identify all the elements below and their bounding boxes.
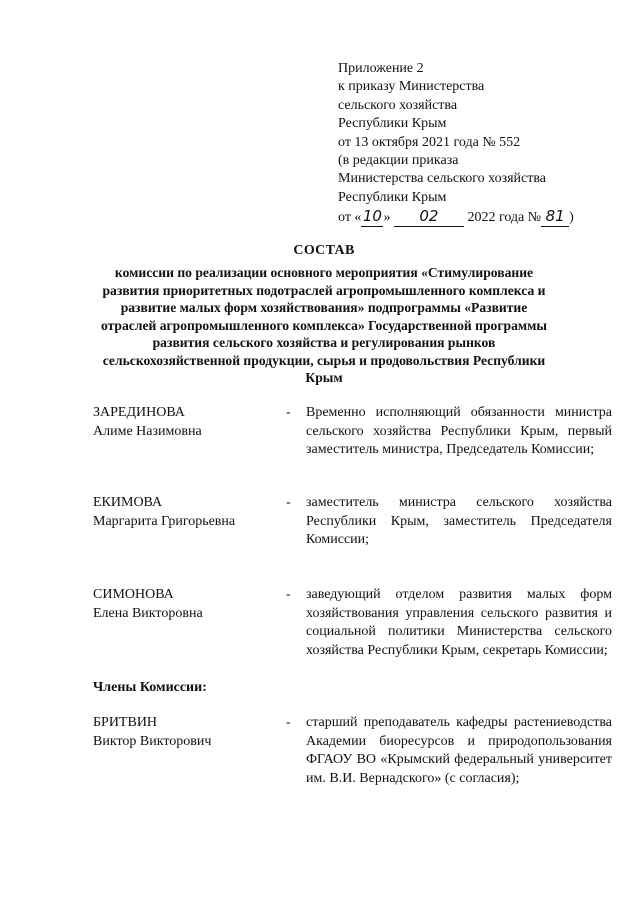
members-section-heading: Члены Комиссии: bbox=[93, 680, 207, 695]
subtitle-line: развития сельского хозяйства и регулирования рынков bbox=[152, 335, 496, 350]
handwritten-month: 02 bbox=[394, 207, 464, 226]
header-line: к приказу Министерства bbox=[338, 79, 485, 95]
header-line: (в редакции приказа bbox=[338, 153, 459, 169]
member-name bbox=[93, 494, 283, 531]
date-prefix: от « bbox=[338, 210, 362, 226]
handwritten-day: 10 bbox=[362, 207, 382, 226]
header-line: сельского хозяйства bbox=[338, 97, 458, 113]
member-dash: - bbox=[286, 405, 291, 420]
header-line: от 13 октября 2021 года № 552 bbox=[338, 134, 521, 150]
member-dash: - bbox=[286, 587, 291, 602]
handwritten-order-number: 81 bbox=[541, 207, 569, 226]
header-line: Министерства сельского хозяйства bbox=[338, 171, 547, 187]
header-line: Республики Крым bbox=[338, 189, 447, 205]
subtitle-line: развитие малых форм хозяйствования» подпрограммы «Развитие bbox=[120, 300, 528, 315]
member-position: старший преподаватель кафедры растениеводства Академии биоресурсов и природопользования ФГАОУ ВО «Крымский федеральный университет им. В.И. Вернадского» (с согласия); bbox=[306, 715, 612, 786]
member-surname: БРИТВИН bbox=[93, 715, 158, 730]
document-subtitle bbox=[88, 264, 560, 387]
member-given-name: Елена Викторовна bbox=[93, 605, 203, 621]
subtitle-line: сельскохозяйственной продукции, сырья и продовольствия Республики bbox=[102, 352, 546, 368]
header-line: Приложение 2 bbox=[338, 61, 424, 76]
close-paren: ) bbox=[569, 210, 574, 226]
member-surname: ЗАРЕДИНОВА bbox=[93, 405, 185, 420]
subtitle-line: Крым bbox=[305, 370, 343, 385]
subtitle-line: отраслей агропромышленного комплекса» Государственной программы bbox=[100, 317, 548, 333]
member-dash: - bbox=[286, 495, 291, 510]
date-year: 2022 года № bbox=[467, 210, 542, 226]
member-name bbox=[93, 714, 283, 751]
member-position: заместитель министра сельского хозяйства Республики Крым, заместитель Председателя Комиссии; bbox=[306, 495, 612, 548]
date-day-close: » bbox=[383, 210, 391, 226]
header-line: Республики Крым bbox=[338, 116, 447, 132]
order-date-line bbox=[338, 207, 618, 227]
member-name bbox=[93, 586, 283, 623]
member-surname: ЕКИМОВА bbox=[93, 495, 163, 510]
member-dash: - bbox=[286, 715, 291, 730]
member-position: Временно исполняющий обязанности министра сельского хозяйства Республики Крым, первый заместитель министра, Председатель Комиссии; bbox=[306, 405, 612, 458]
document-title: СОСТАВ bbox=[293, 243, 355, 258]
subtitle-line: комиссии по реализации основного мероприятия «Стимулирование bbox=[114, 265, 534, 280]
member-name bbox=[93, 404, 283, 441]
member-position: заведующий отделом развития малых форм хозяйствования управления сельского развития и социальной политики Министерства сельского хозяйства Республики Крым, секретарь Комиссии; bbox=[306, 587, 612, 658]
member-surname: СИМОНОВА bbox=[93, 587, 174, 602]
subtitle-line: развития приоритетных подотраслей агропромышленного комплекса и bbox=[102, 282, 546, 298]
member-given-name: Алиме Назимовна bbox=[93, 423, 202, 439]
member-given-name: Маргарита Григорьевна bbox=[93, 513, 236, 529]
member-given-name: Виктор Викторович bbox=[93, 733, 212, 749]
appendix-header bbox=[338, 60, 618, 228]
